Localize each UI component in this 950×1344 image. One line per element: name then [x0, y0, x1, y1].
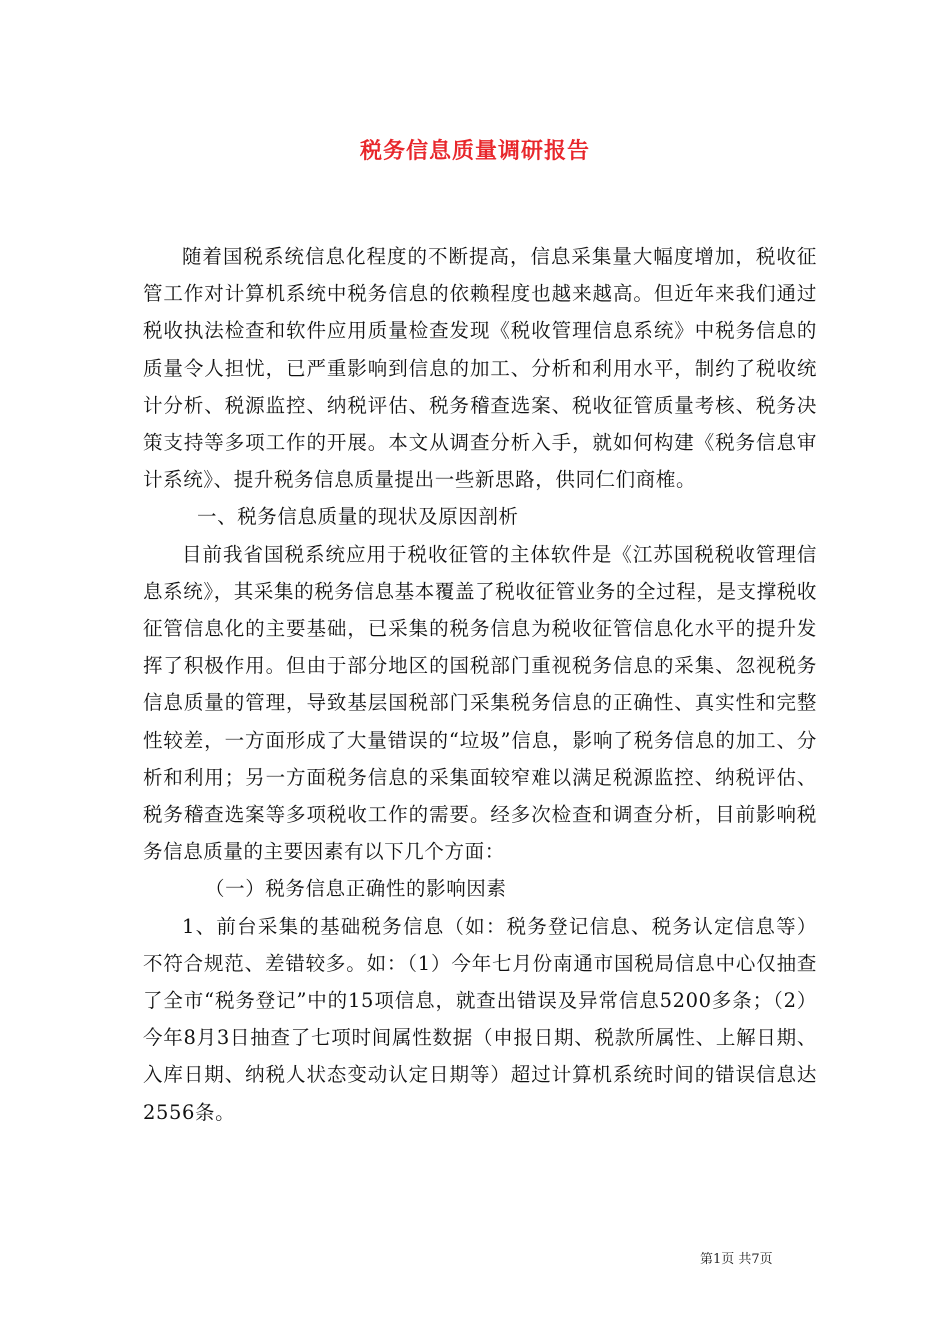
section-heading-1: 一、税务信息质量的现状及原因剖析: [197, 505, 519, 529]
subsection-1-paragraph: 1、前台采集的基础税务信息（如：税务登记信息、税务认定信息等）不符合规范、差错较多。如：（1）今年七月份南通市国税局信息中心仅抽查了全市“税务登记”中的15项信息，就查出错误及异常信息5200多条；（2）今年8月3日抽查了七项时间属性数据（申报日期、税款所属性、上解日期、入库日期、纳税人状态变动认定日期等）超过计算机系统时间的错误信息达2556条。: [143, 914, 817, 1124]
document-body: [143, 238, 817, 1131]
intro-paragraph: 随着国税系统信息化程度的不断提高，信息采集量大幅度增加，税收征管工作对计算机系统中税务信息的依赖程度也越来越高。但近年来我们通过税收执法检查和软件应用质量检查发现《税收管理信息系统》中税务信息的质量令人担忧，已严重影响到信息的加工、分析和利用水平，制约了税收统计分析、税源监控、纳税评估、税务稽查选案、税收征管质量考核、税务决策支持等多项工作的开展。本文从调查分析入手，就如何构建《税务信息审计系统》、提升税务信息质量提出一些新思路，供同仁们商榷。: [143, 245, 817, 492]
document-title: 税务信息质量调研报告: [359, 138, 590, 164]
section-1-paragraph: 目前我省国税系统应用于税收征管的主体软件是《江苏国税税收管理信息系统》，其采集的税务信息基本覆盖了税收征管业务的全过程，是支撑税收征管信息化的主要基础，已采集的税务信息为税收征管信息化水平的提升发挥了积极作用。但由于部分地区的国税部门重视税务信息的采集、忽视税务信息质量的管理，导致基层国税部门采集税务信息的正确性、真实性和完整性较差，一方面形成了大量错误的“垃圾”信息，影响了税务信息的加工、分析和利用；另一方面税务信息的采集面较窄难以满足税源监控、纳税评估、税务稽查选案等多项税收工作的需要。经多次检查和调查分析，目前影响税务信息质量的主要因素有以下几个方面：: [143, 542, 817, 864]
subsection-heading-1: （一）税务信息正确性的影响因素: [205, 877, 507, 901]
page-number: 第1页 共7页: [700, 1252, 773, 1267]
